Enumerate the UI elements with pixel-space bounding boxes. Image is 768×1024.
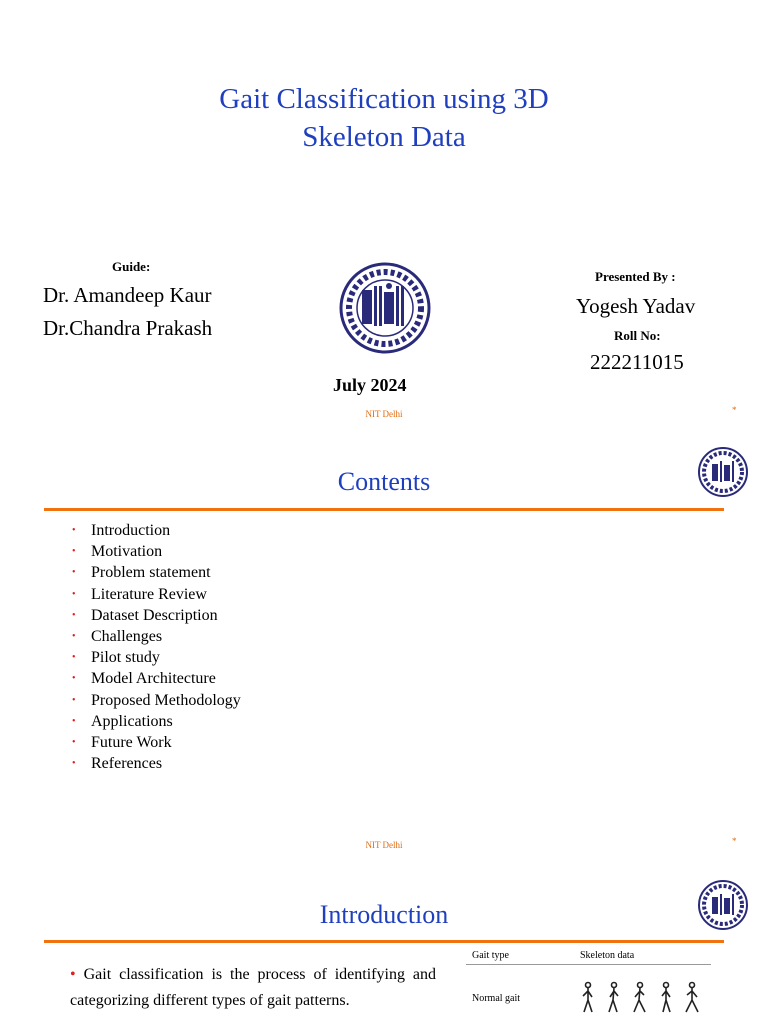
presentation-date: July 2024 xyxy=(333,375,407,395)
list-item: • Model Architecture xyxy=(72,670,216,688)
slide-footer: NIT Delhi xyxy=(365,409,403,419)
presentation-title: Gait Classification using 3D Skeleton Data xyxy=(219,83,549,153)
gait-table xyxy=(466,950,711,1015)
guide-name-1: Dr. Amandeep Kaur xyxy=(43,283,212,307)
list-item: • Applications xyxy=(72,712,173,730)
list-item: • Challenges xyxy=(72,628,163,646)
table-header: Gait type Skeleton data xyxy=(466,950,711,965)
guide-name-2: Dr.Chandra Prakash xyxy=(43,316,213,340)
skeleton-figures-image xyxy=(580,981,710,1015)
list-item: • Pilot study xyxy=(72,649,160,667)
title-slide xyxy=(0,0,768,432)
list-item: • Problem statement xyxy=(72,564,211,582)
title-divider xyxy=(44,940,724,943)
slide-number-marker: * xyxy=(732,405,737,415)
contents-list xyxy=(72,520,241,774)
bullet-marker: • xyxy=(70,966,76,983)
list-item: • Motivation xyxy=(72,543,163,561)
slide-number-marker: * xyxy=(732,836,737,846)
list-item: • Introduction xyxy=(72,522,171,539)
roll-no-label: Roll No: xyxy=(614,328,661,343)
roll-number: 222211015 xyxy=(590,350,684,374)
intro-paragraph: • Gait classification is the process of identifying and categorizing different types of gait patterns. xyxy=(70,966,436,1009)
presenter-name: Yogesh Yadav xyxy=(576,294,696,318)
presented-by-label: Presented By : xyxy=(595,269,676,284)
list-item: • Future Work xyxy=(72,734,172,752)
institute-logo xyxy=(338,262,432,354)
guide-label: Guide: xyxy=(112,259,151,274)
list-item: • Proposed Methodology xyxy=(72,691,241,709)
title-divider xyxy=(44,508,724,511)
list-item: • Dataset Description xyxy=(72,606,218,624)
list-item: • References xyxy=(72,755,163,773)
slide-footer: NIT Delhi xyxy=(365,840,403,850)
table-row: Normal gait xyxy=(466,981,711,1015)
introduction-title: Introduction xyxy=(319,900,449,929)
contents-title: Contents xyxy=(337,467,431,496)
list-item: • Literature Review xyxy=(72,585,207,603)
